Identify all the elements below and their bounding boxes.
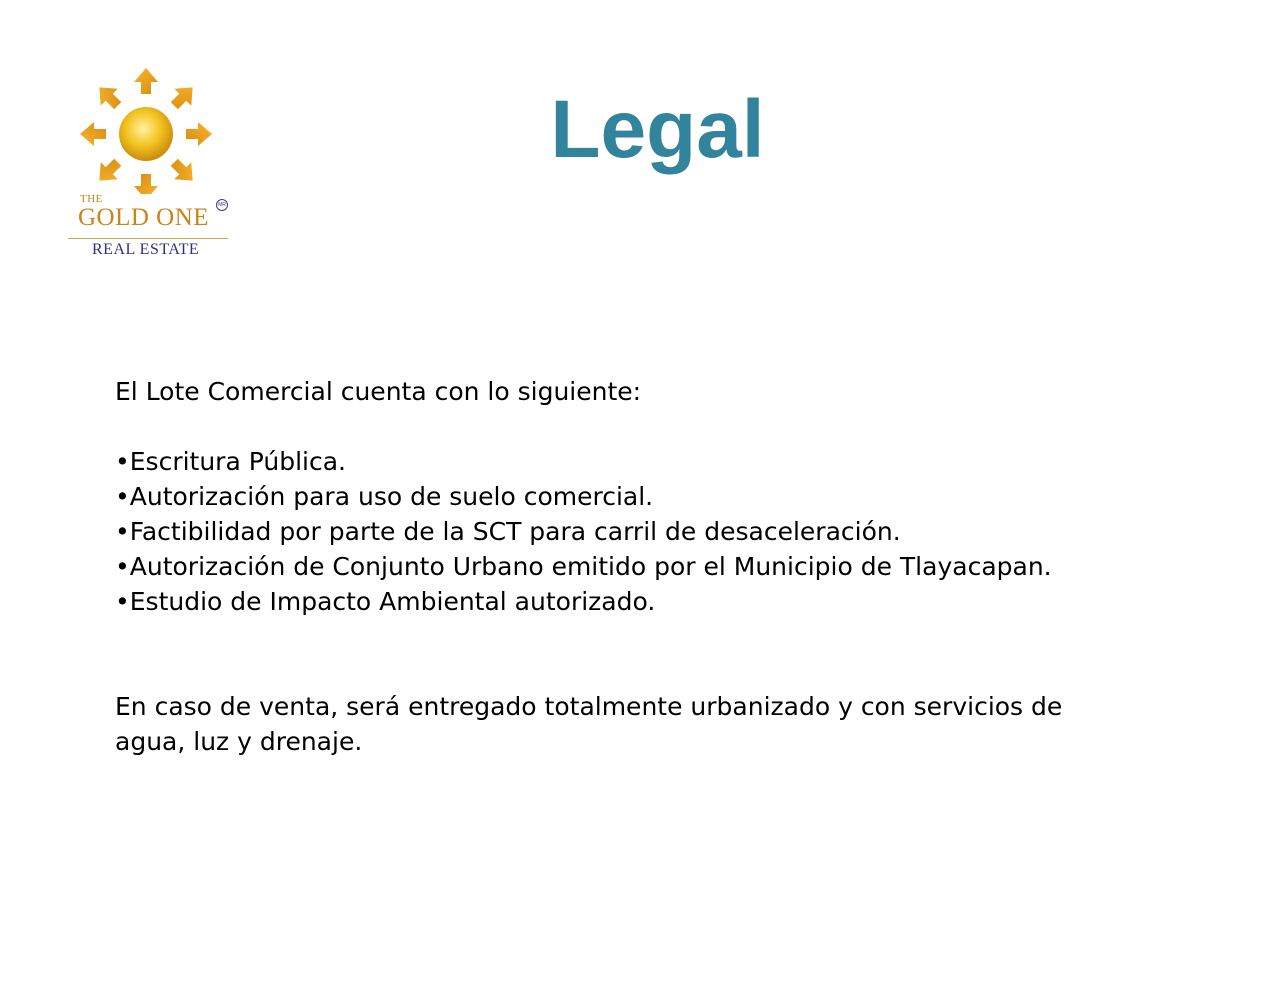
list-item-text: Autorización para uso de suelo comercial. (129, 482, 654, 511)
bullet-icon: • (115, 482, 130, 511)
bullet-icon: • (115, 552, 130, 581)
legal-items-list (115, 444, 1115, 619)
list-item-text: Escritura Pública. (129, 447, 346, 476)
list-item (115, 584, 1115, 619)
list-item-text: Autorización de Conjunto Urbano emitido por el Municipio de Tlayacapan. (129, 552, 1052, 581)
bullet-icon: • (115, 587, 130, 616)
logo-divider (68, 238, 228, 239)
intro-text: El Lote Comercial cuenta con lo siguiente: (115, 377, 642, 406)
logo-the-text: THE (80, 193, 103, 205)
list-item (115, 549, 1115, 584)
logo-tagline-text: REAL ESTATE (92, 241, 200, 258)
list-item-text: Factibilidad por parte de la SCT para carril de desaceleración. (129, 517, 901, 546)
bullet-icon: • (115, 447, 130, 476)
legal-content (115, 374, 1115, 759)
closing-text: En caso de venta, será entregado totalmente urbanizado y con servicios de agua, luz y drenaje. (115, 692, 1063, 756)
logo-name-text: GOLD ONE (78, 204, 210, 231)
page-title: Legal (550, 84, 765, 175)
registered-mark-icon: MR (216, 199, 228, 211)
list-item (115, 514, 1115, 549)
list-item-text: Estudio de Impacto Ambiental autorizado. (129, 587, 656, 616)
list-item (115, 479, 1115, 514)
bullet-icon: • (115, 517, 130, 546)
list-item (115, 444, 1115, 479)
